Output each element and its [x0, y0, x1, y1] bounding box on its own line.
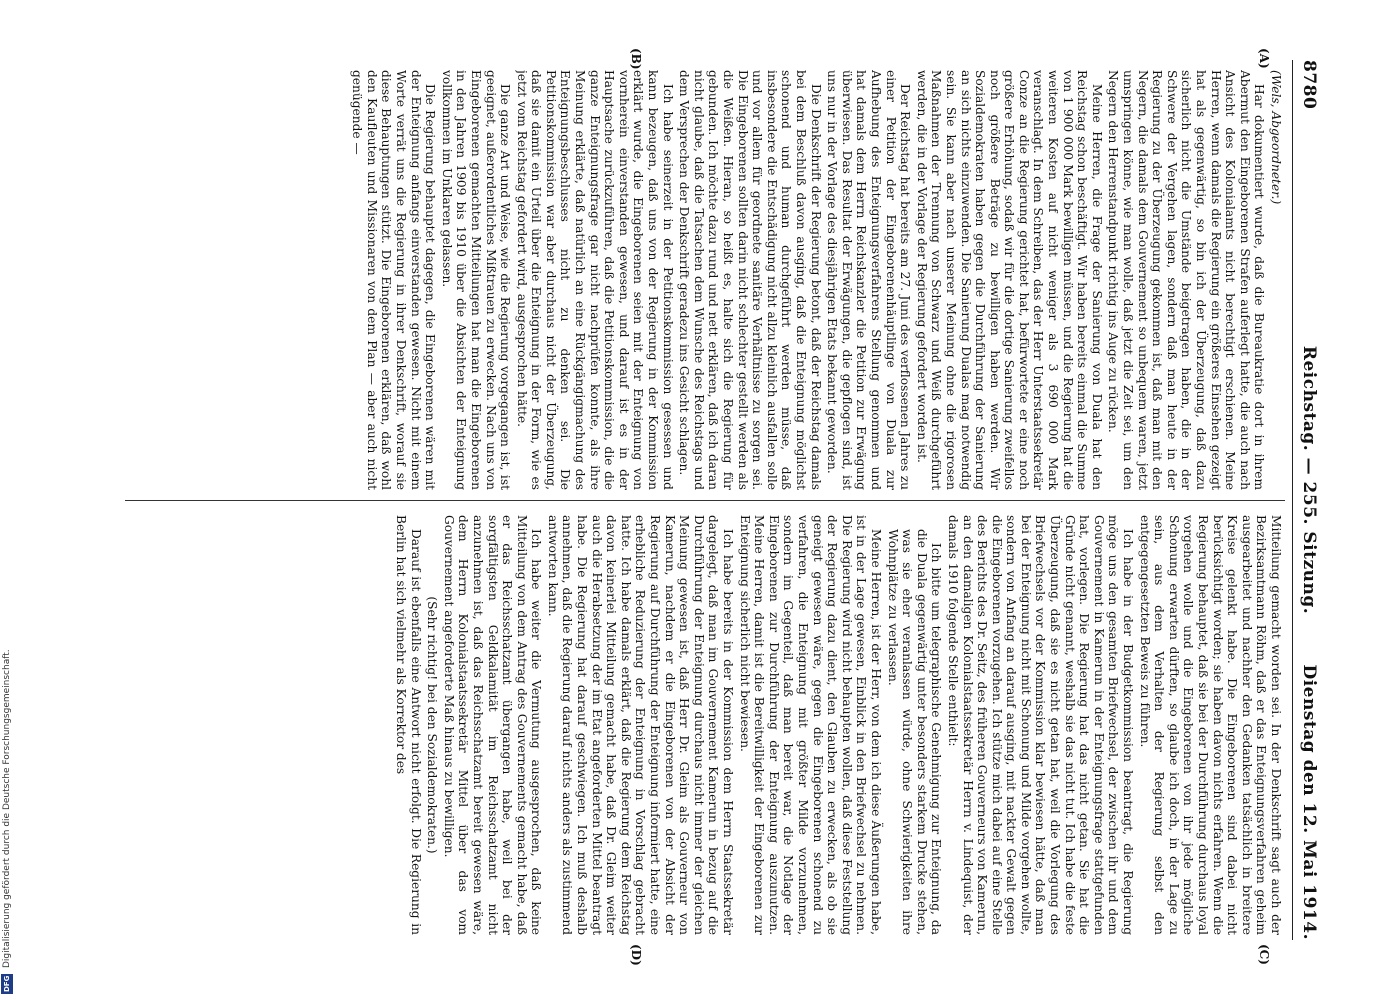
digitization-footer [0, 0, 14, 1000]
paragraph: Har dokumentiert wurde, daß die Bureaukratie dort in ihrem Abermut den Eingeborenen Strafen auferlegt hatte, die auch nach Ansicht des Kolonialamts nicht berechtigt erschienen. Meine Herren, wenn damals die Regierung ein größeres Einsehen gezeigt hat als gegenwärtig, so bin ich der Überzeugung, daß dazu sicherlich nicht die Umstände beigetragen haben, die in der Schwere der Vergehen lagen, sondern daß man heute in der Regierung zu der Überzeugung gekommen ist, daß man mit den Negern, die damals dem Gouvernement so unbequem waren, jetzt umspringen könne, wie man wolle, daß jetzt die Zeit sei, um den Negern den Herrenstandpunkt richtig ins Auge zu rücken. [1106, 70, 1267, 490]
margin-marker-d: (D) [629, 944, 643, 966]
margin-marker-a: (A) [1257, 48, 1271, 69]
paragraph: Die Denkschrift der Regierung betont, daß der Reichstag damals bei dem Beschluß davon ausging, daß die Enteignung möglichst schonend und human durchgeführt werden müsse, daß insbesondere die Entschädigung nicht allzu kleinlich ausfallen solle und vor allem für geordnete sanitäre Verhältnisse zu sorgen sei. Die Eingeborenen sollten darin nicht schlechter gestellt werden als die Weißen. Hieran, so heißt es, halte sich die Regierung für gebunden. Ich möchte dazu rund und nett erklären, daß ich daran nicht glaube, daß die Tatsachen dem Wunsche des Reichstags und dem Versprechen der Denkschrift geradezu ins Gesicht schlagen. [677, 70, 823, 490]
session-date: Dienstag den 12. Mai 1914. [1299, 664, 1319, 940]
funding-note: Digitalisierung gefördert durch die Deutsche Forschungsgemeinschaft. [2, 649, 12, 968]
paragraph: Ich habe seinerzeit in der Petitionskommission gesessen und kann bezeugen, daß uns von der Regierung in der Kommission erklärt wurde, die Eingeborenen seien mit der Enteignung von vornherein einverstanden gewesen, und darauf ist es in der Hauptsache zurückzuführen, daß die Petitionskommission, die die ganze Enteignungsfrage gar nicht nachprüfen konnte, als ihre Meinung erklärte, daß natürlich an eine Rückgängigmachung des Enteignungsbeschlusses nicht zu denken sei. Die Petitionskommission war aber durchaus nicht der Überzeugung, daß sie damit ein Urteil über die Enteignung in der Form, wie es jetzt vom Reichstag gefordert wird, ausgesprochen hätte. [514, 70, 675, 490]
column-divider [125, 500, 1285, 501]
paragraph: Ich habe weiter die Vermutung ausgesprochen, daß keine Mitteilung von dem Antrag des Gouvernements gemacht habe, daß er das Reichsschatzamt übergangen habe, weil bei der sorgfältigsten Geldkalamität im Reichsschatzamt nicht anzunehmen ist, daß das Reichsschatzamt bereit gewesen wäre, dem Herrn Kolonialstaatssekretär Mittel über das vom Gouvernement angeforderte Maß hinaus zu bewilligen. [441, 515, 544, 935]
paragraph: Die Regierung behauptet dagegen, die Eingeborenen wären mit der Enteignung anfangs einverstanden gewesen. Nicht mit einem Worte verrät uns die Regierung in ihrer Denkschrift, worauf sie diese Behauptungen stützt. Die Eingeborenen erklären, daß wohl den Kaufleuten und Missionaren von dem Plan — aber auch nicht genügende — [350, 70, 438, 490]
interjection: (Sehr richtig! bei den Sozialdemokraten.) [425, 596, 440, 854]
page-number: 8780 [1299, 60, 1319, 110]
dfg-logo: DFG [3, 975, 11, 993]
speaker-note: (Wels, Abgeordneter.) [1269, 70, 1283, 205]
session-title: Reichstag. — 255. Sitzung. [1299, 345, 1319, 615]
paragraph: Meine Herren, ist der Herr, von dem ich diese Äußerungen habe, ist in der Lage gewesen, Einblick in den Briefwechsel zu nehmen. Die Regierung wird nicht behaupten wollen, daß diese Feststellung der Regierung dazu dient, den Glauben zu erwecken, als ob sie geneigt gewesen wäre, gegen die Eingeborenen schonend zu verfahren, die Enteignung mit größter Milde vorzunehmen, sondern im Gegenteil, daß man bereit war, die Notlage der Eingeborenen zur Durchführung der Enteignung auszunutzen. Meine Herren, damit ist die Bereitwilligkeit der Eingeborenen zur Enteignung sicherlich nicht bewiesen. [737, 515, 883, 935]
paragraph: Meine Herren, die Frage der Sanierung von Duala hat den Reichstag schon beschäftigt. Wir haben bereits einmal die Summe von 1 900 000 Mark bewilligen müssen, und die Regierung hat die weiteren Kosten auf nicht weniger als 3 690 000 Mark veranschlagt. In dem Schreiben, das der Herr Unterstaatssekretär Conze an die Regierung gerichtet hat, befürwortete er eine noch größere Erhöhung, sodaß wir für die dortige Sanierung zweifellos noch größere Beträge zu bewilligen haben werden. Wir Sozialdemokraten haben gegen die Durchführung der Sanierung an sich nichts einzuwenden. Die Sanierung Dualas mag notwendig sein. Sie kann aber nach unserer Meinung ohne die rigorosen Maßnahmen der Trennung von Schwarz und Weiß durchgeführt werden, die in der Vorlage der Regierung gefordert worden ist. [914, 70, 1104, 490]
right-column [143, 515, 1283, 935]
margin-marker-b: (B) [629, 48, 643, 70]
page-header [1295, 60, 1321, 940]
paragraph: Der Reichstag hat bereits am 27. Juni des verflossenen Jahres zu einer Petition der Eingeborenenhäuptlinge von Duala zur Aufhebung des Enteignungsverfahrens Stellung genommen und hat damals dem Herrn Reichskanzler die Petition zur Erwägung überwiesen. Das Resultat der Erwägungen, die gepflogen sind, ist uns nur in der Vorlage des diesjährigen Etats bekannt geworden. [825, 70, 913, 490]
header-rule [1292, 60, 1293, 940]
margin-marker-c: (C) [1257, 944, 1271, 965]
paragraph: Mitteilung gemacht worden sei. In der Denkschrift sagt auch der Bezirksamtmann Röhm, daß er das Enteignungsverfahren geheim ausgearbeitet und nachher den Gedanken tatsächlich in breitere Kreise gelenkt habe. Die Eingeborenen sind dabei nicht berücksichtigt worden; sie haben davon nichts erfahren. Wenn die Regierung behauptet, daß sie bei der Durchführung durchaus loyal vorgehen wolle und die Eingeborenen von ihr jede mögliche Schonung erwarten dürften, so glaube ich doch, in der Lage zu sein, aus dem Verhalten der Regierung selbst den entgegengesetzten Beweis zu führen. [1137, 515, 1283, 935]
paragraph: Ich habe bereits in der Kommission dem Herrn Staatssekretär dargelegt, daß man im Gouvernement Kamerun in bezug auf die Durchführung der Enteignung durchaus nicht immer der gleichen Meinung gewesen ist, daß Herr Dr. Gleim als Gouverneur von Kamerun, nachdem er die Eingeborenen von der Absicht der Regierung auf Durchführung der Enteignung informiert hatte, eine erhebliche Reduzierung der Enteignung in Vorschlag gebracht hatte. Ich habe damals erklärt, daß die Regierung dem Reichstag davon keinerlei Mitteilung gemacht habe, daß Dr. Gleim weiter auch die Herabsetzung der im Etat angeforderten Mittel beantragt habe. Die Regierung hat darauf geschwiegen. Ich muß deshalb annehmen, daß die Regierung darauf nichts anders als zustimmend antworten kann. [545, 515, 736, 935]
paragraph: Ich habe in der Budgetkommission beantragt, die Regierung möge uns den gesamten Briefwechsel, der zwischen ihr und dem Gouvernement in Kamerun in der Enteignungsfrage stattgefunden hat, vorlegen. Die Regierung hat das nicht getan. Sie hat die Gründe nicht genannt, weshalb sie das nicht tut. Ich habe die feste Überzeugung, daß sie es nicht getan hat, weil die Vorlegung des Briefwechsels vor der Kommission klar bewiesen hätte, daß man bei der Enteignung nicht mit Schonung und Milde vorgehen wollte, sondern von Anfang an darauf ausging, mit nackter Gewalt gegen die Eingeborenen vorzugehen. Ich stütze mich dabei auf eine Stelle des Berichts des Dr. Seitz, des früheren Gouverneurs von Kamerun, an den damaligen Kolonialstaatssekretär Herrn v. Lindequist, der damals 1910 folgende Stelle enthielt: [945, 515, 1136, 935]
left-column [143, 70, 1283, 490]
paragraph: Die ganze Art und Weise, wie die Regierung vorgegangen ist, ist geeignet, außerordentliches Mißtrauen zu erwecken. Nach uns von Eingeborenen gemachten Mitteilungen hat man die Eingeborenen in den Jahren 1909 bis 1910 über die Absichten der Enteignung vollkommen im Unklaren gelassen. [439, 70, 513, 490]
quotation: Ich bitte um telegraphische Genehmigung zur Enteignung, da die Duala gegenwärtig unter besonders starkem Drucke stehen, was sie eher veranlassen würde, ohne Schwierigkeiten ihre Wohnplätze zu verlassen. [885, 529, 944, 935]
paragraph: Darauf ist ebenfalls eine Antwort nicht erfolgt. Die Regierung in Berlin hat sich vielmehr als Korrektor des [393, 515, 423, 935]
